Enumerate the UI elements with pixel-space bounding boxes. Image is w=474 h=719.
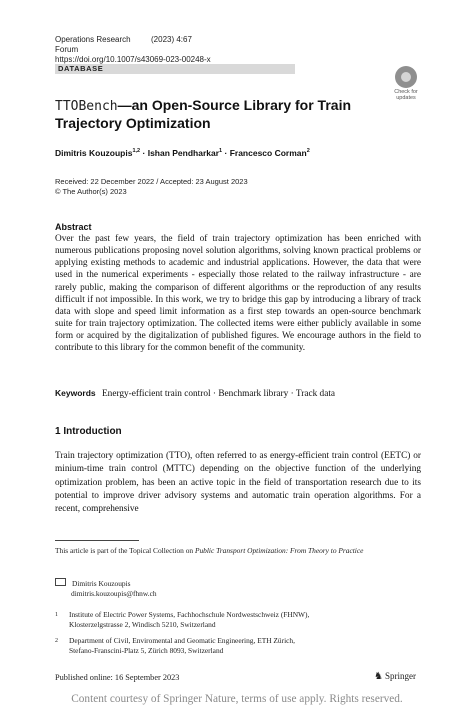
abstract-text: Over the past few years, the field of train trajectory optimization has been enriched with numerous publications proposing novel solution algorithms, solving known practical problems or applying existing methods to academic and industrial applications. However, the data that were used in the numerical experiments - especially those related to the railway infrastructure - are rarely public, making the comparison of different algorithms or the reproduction of any results difficult if not impossible. In this work, we try to bridge this gap by introducing a library of track data with slope and speed limit information as a first step towards an open-source benchmark suite for train trajectory optimization. The collected items were either publicly available in some form or acquired by the digitalization of published figures. We encourage authors in the field to contribute to this library for the common benefit of the community. [55, 234, 421, 354]
affiliation-number: 1 [55, 612, 58, 618]
check-updates-label: Check for updates [394, 89, 418, 101]
journal-volume: (2023) 4:67 [151, 35, 192, 44]
abstract-heading: Abstract [55, 222, 92, 232]
affiliation-line: Department of Civil, Enviromental and Geomatic Engineering, ETH Zürich, [69, 636, 295, 645]
check-for-updates-badge[interactable] [390, 66, 422, 100]
affiliation-line: Institute of Electric Power Systems, Fachhochschule Nordwestschweiz (FHNW), [69, 610, 310, 619]
author-name[interactable]: Francesco Corman [229, 148, 307, 158]
journal-header [55, 35, 211, 65]
affiliation-2 [55, 636, 295, 656]
received-accepted: Received: 22 December 2022 / Accepted: 23 August 2023 [55, 177, 248, 186]
envelope-icon [55, 578, 66, 586]
keywords-line [55, 388, 335, 399]
published-online: Published online: 16 September 2023 [55, 673, 180, 682]
author-affiliation-marker: 1 [219, 148, 223, 155]
introduction-text: Train trajectory optimization (TTO), often referred to as energy-efficient train control (EETC) or minium-time train control (MTTC) depending on the objective function of the underlying optimization problem, has been an active topic in the field of transportation research due to its potential to improve driver advisory systems and automatic train operation algorithms. For a recent, comprehensive [55, 451, 421, 515]
author-name[interactable]: Dimitris Kouzoupis [55, 148, 133, 158]
title-library-name: TTOBench [55, 99, 118, 114]
article-dates [55, 177, 248, 197]
affiliation-line: Stefano-Franscini-Platz 5, Zürich 8093, Switzerland [69, 646, 224, 655]
springer-horse-icon: ♞ [374, 671, 383, 682]
journal-name: Operations Research Forum [55, 35, 131, 54]
keywords-list: Energy-efficient train control · Benchmark library · Track data [102, 389, 336, 399]
author-list [55, 148, 310, 158]
section-label: DATABASE [58, 64, 104, 73]
collection-title: Public Transport Optimization: From Theory to Practice [194, 546, 364, 555]
affiliation-number: 2 [55, 638, 58, 644]
title-rest: —an Open-Source Library for Train Trajectory Optimization [55, 97, 352, 131]
courtesy-watermark: Content courtesy of Springer Nature, terms of use apply. Rights reserved. [71, 693, 403, 705]
section-heading-introduction: 1 Introduction [55, 426, 122, 437]
author-name[interactable]: Ishan Pendharkar [147, 148, 220, 158]
author-separator: · [224, 148, 228, 158]
article-title [55, 97, 385, 132]
check-updates-icon [395, 66, 417, 88]
footnote-divider [55, 540, 139, 541]
copyright-line: © The Author(s) 2023 [55, 187, 127, 196]
author-affiliation-marker: 2 [306, 148, 310, 155]
topical-collection-note [55, 546, 395, 556]
publisher-name: Springer [384, 671, 416, 681]
author-affiliation-marker: 1,2 [132, 148, 141, 155]
keywords-heading: Keywords [55, 388, 96, 398]
affiliation-line: Klosterzelgstrasse 2, Windisch 5210, Switzerland [69, 620, 216, 629]
doi-link[interactable]: https://doi.org/10.1007/s43069-023-00248-x [55, 55, 211, 64]
contact-email[interactable]: dimitris.kouzoupis@fhnw.ch [71, 589, 157, 598]
section-label-bar [55, 64, 295, 74]
corresponding-author [55, 578, 157, 599]
publisher-logo [374, 671, 416, 682]
contact-name: Dimitris Kouzoupis [72, 579, 131, 588]
affiliation-1 [55, 610, 309, 630]
author-separator: · [142, 148, 146, 158]
collection-prefix: This article is part of the Topical Collection on [55, 546, 195, 555]
